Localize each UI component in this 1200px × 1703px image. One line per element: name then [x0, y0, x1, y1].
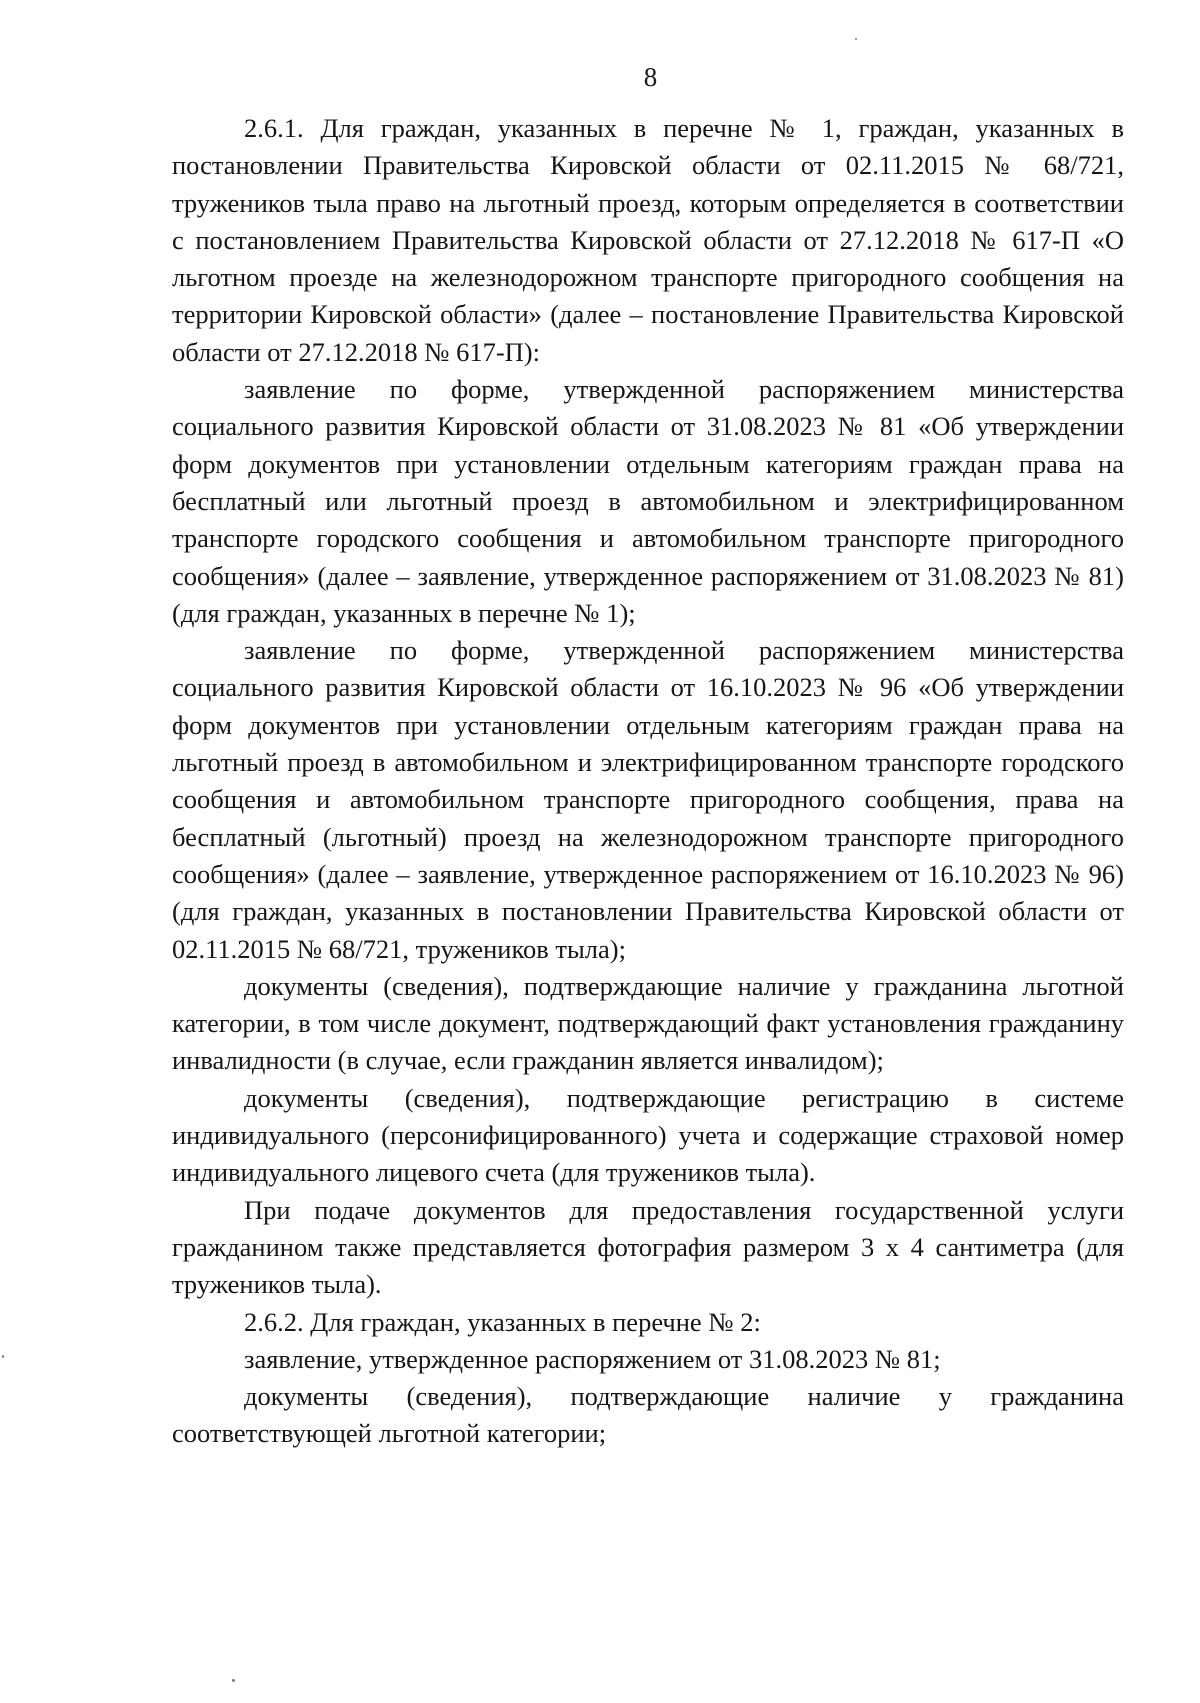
page-number: 8	[643, 62, 658, 92]
paragraph-2-6-2: 2.6.2. Для граждан, указанных в перечне № 2:	[244, 1306, 761, 1337]
scan-speck	[2, 1355, 4, 1358]
paragraph-2-6-1: 2.6.1. Для граждан, указанных в перечне № 1, граждан, указанных в постановлении Правительства Кировской области от 02.11.2015 № 68/721, тружеников тыла право на льготный проезд, которым определяется в соответствии с постановлением Правительства Кировской области от 27.12.2018 № 617-П «О льготном проезде на железнодорожном транспорте пригородного сообщения на территории Кировской области» (далее – постановление Правительства Кировской области от 27.12.2018 № 617-П):	[172, 113, 1124, 367]
scan-speck	[232, 1679, 235, 1682]
paragraph-photo-requirement: При подаче документов для предоставления государственной услуги гражданином также представляется фотография размером 3 х 4 сантиметра (для тружеников тыла).	[172, 1194, 1124, 1300]
paragraph-registration-documents: документы (сведения), подтверждающие регистрацию в системе индивидуального (персонифицированного) учета и содержащие страховой номер индивидуального лицевого счета (для тружеников тыла).	[172, 1082, 1124, 1188]
paragraph-category-confirmation: документы (сведения), подтверждающие наличие у гражданина соответствующей льготной категории;	[172, 1381, 1124, 1449]
paragraph-application-reference: заявление, утвержденное распоряжением от 31.08.2023 № 81;	[244, 1343, 941, 1374]
scan-speck	[855, 38, 857, 40]
paragraph-category-documents: документы (сведения), подтверждающие наличие у гражданина льготной категории, в том числе документ, подтверждающий факт установления гражданину инвалидности (в случае, если гражданин является инвалидом);	[172, 970, 1124, 1076]
document-body	[172, 110, 1124, 1453]
paragraph-application-81: заявление по форме, утвержденной распоряжением министерства социального развития Кировской области от 31.08.2023 № 81 «Об утверждении форм документов при установлении отдельным категориям граждан права на бесплатный или льготный проезд в автомобильном и электрифицированном транспорте городского сообщения и автомобильном транспорте пригородного сообщения» (далее – заявление, утвержденное распоряжением от 31.08.2023 № 81) (для граждан, указанных в перечне № 1);	[172, 374, 1124, 628]
paragraph-application-96: заявление по форме, утвержденной распоряжением министерства социального развития Кировской области от 16.10.2023 № 96 «Об утверждении форм документов при установлении отдельным категориям граждан права на льготный проезд в автомобильном и электрифицированном транспорте городского сообщения и автомобильном транспорте пригородного сообщения, права на бесплатный (льготный) проезд на железнодорожном транспорте пригородного сообщения» (далее – заявление, утвержденное распоряжением от 16.10.2023 № 96) (для граждан, указанных в постановлении Правительства Кировской области от 02.11.2015 № 68/721, тружеников тыла);	[172, 635, 1124, 964]
